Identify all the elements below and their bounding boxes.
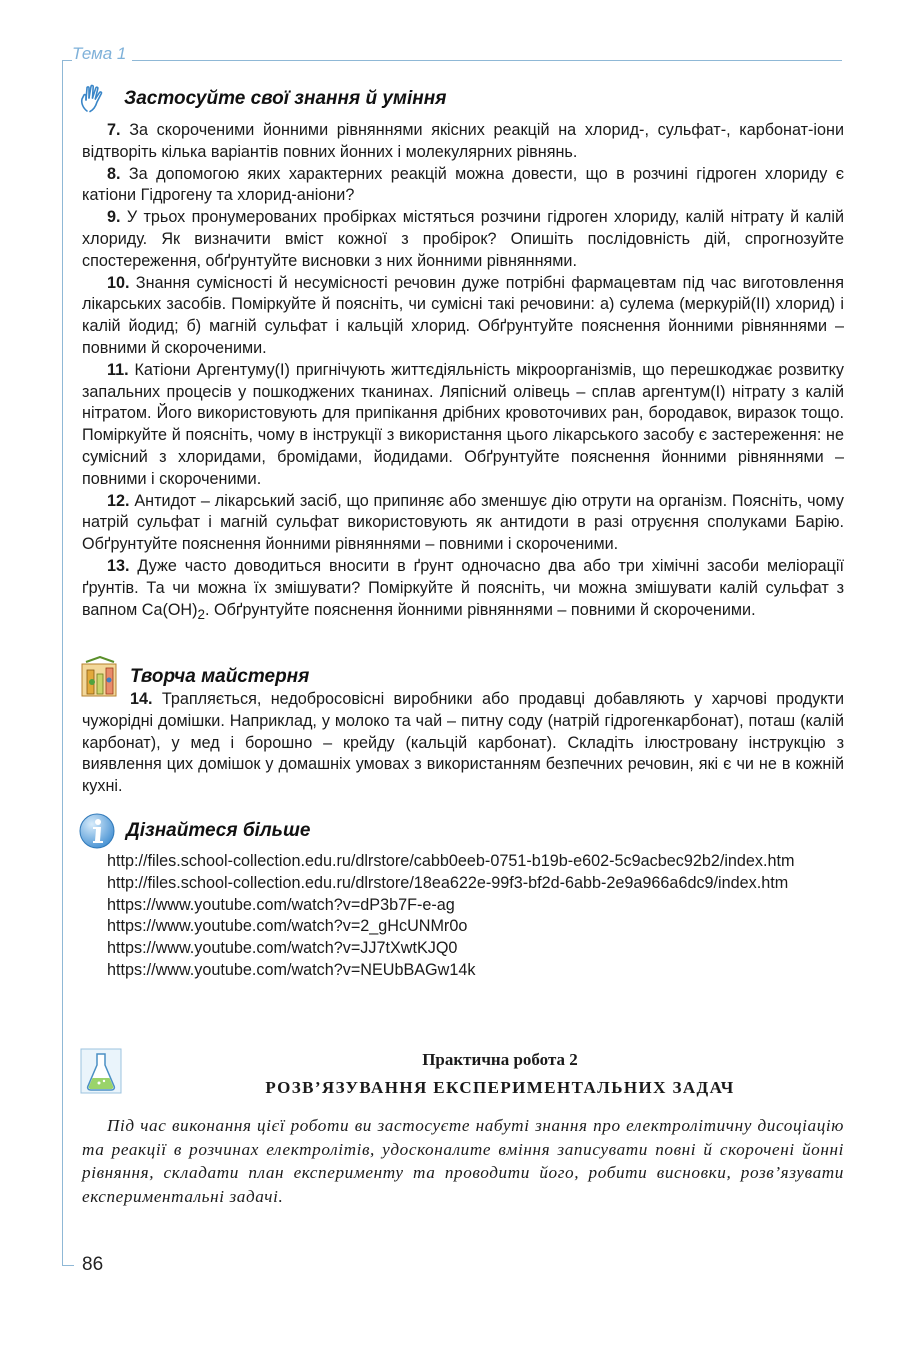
practical-intro-text: Під час виконання цієї роботи ви застосуєте набуті знання про електролітичну дисоціацію та реакції в розчинах електролітів, удосконалите вміння записувати повні й скорочені йонні рівняння, складати план експерименту та проводити його, робити висновки, розв’язувати експериментальні задачі.	[82, 1116, 844, 1206]
link-item[interactable]: https://www.youtube.com/watch?v=2_gHcUNMr0o	[107, 917, 468, 936]
link-item[interactable]: https://www.youtube.com/watch?v=JJ7tXwtKJQ0	[107, 939, 458, 958]
practical-work-title: РОЗВ’ЯЗУВАННЯ ЕКСПЕРИМЕНТАЛЬНИХ ЗАДАЧ	[265, 1078, 735, 1097]
margin-rule	[62, 60, 63, 1265]
creative-section-title: Творча майстерня	[130, 666, 310, 687]
apply-section-header	[78, 84, 446, 114]
task-12: 12. Антидот – лікарський засіб, що припиняє або зменшує дію отрути на організм. Поясніть, чому натрій сульфат і магній сульфат використовують як антидоти в разі отруєння сполуками Барію. Обґрунтуйте пояснення йонними рівняннями – повними і скороченими.	[82, 491, 844, 554]
creative-task	[82, 689, 844, 798]
links-list	[82, 851, 844, 982]
task-9: 9. У трьох пронумерованих пробірках містяться розчини гідроген хлориду, калій нітрату й калій хлориду. Як визначити вміст кожної з пробірок? Опишіть послідовність дій, спрогнозуйте спостереження, обґрунтуйте висновки з них йонними рівняннями.	[82, 208, 844, 270]
info-icon	[78, 812, 116, 850]
task-7: 7. За скороченими йонними рівняннями якісних реакцій на хлорид-, сульфат-, карбонат-іони відтворіть кілька варіантів повних йонних і молекулярних рівнянь.	[82, 121, 844, 161]
task-13: 13. Дуже часто доводиться вносити в ґрунт одночасно два або три хімічні засоби меліорації ґрунтів. Та чи можна їх змішувати? Поміркуйте й поясніть, чи можна змішувати калій сульфат з вапном $Ca(OH)_2$. Обґрунтуйте пояснення йонними рівняннями – повними й скороченими.	[82, 556, 844, 622]
bottom-rule	[62, 1265, 74, 1266]
learn-more-header	[78, 812, 310, 850]
apply-section-title: Застосуйте свої знання й уміння	[124, 88, 447, 109]
link-item[interactable]: http://files.school-collection.edu.ru/dlrstore/18ea622e-99f3-bf2d-6abb-2e9a966a6dc9/index.htm	[107, 873, 789, 892]
task-10: 10. Знання сумісності й несумісності речовин дуже потрібні фармацевтам під час виготовлення лікарських засобів. Поміркуйте й поясніть, чи сумісні такі речовини: а) сулема (меркурій(ІІ) хлорид) і калій йодид; б) магній сульфат і кальцій хлорид. Обґрунтуйте пояснення йонними рівняннями – повними й скороченими.	[82, 273, 844, 357]
top-rule	[62, 60, 842, 61]
practical-intro	[82, 1114, 844, 1208]
page-number: 86	[82, 1254, 104, 1275]
task-14: 14. Трапляється, недобросовісні виробники або продавці добавляють у харчові продукти чужорідні домішки. Наприклад, у молоко та чай – питну соду (натрій гідрогенкарбонат), поташ (калій карбонат), у мед і борошно – крейду (кальцій карбонат). Складіть ілюстровану інструкцію з виявлення цих домішок у домашніх умовах з використанням безпечних речовин, які є чи не в кожній кухні.	[82, 690, 844, 796]
practical-work-label: Практична робота 2	[422, 1050, 578, 1069]
link-item[interactable]: https://www.youtube.com/watch?v=dP3b7F-e-ag	[107, 895, 455, 914]
topic-label: Тема 1	[72, 44, 132, 64]
flask-icon	[80, 1048, 122, 1094]
task-11: 11. Катіони Аргентуму(І) пригнічують життєдіяльність мікроорганізмів, що перешкоджає розвитку запальних процесів у пошкоджених тканинах. Ляпісний олівець – сплав аргентум(І) нітрату з калій нітратом. Його використовують для припікання дрібних кровоточивих ран, бородавок, виразок тощо. Поміркуйте й поясніть, чому в інструкції з використання цього лікарського засобу є застереження: не сумісний з хлоридами, бромідами, йодидами. Обґрунтуйте пояснення йонними рівняннями – повними і скороченими.	[82, 360, 844, 488]
hand-icon	[78, 84, 110, 114]
task-8: 8. За допомогою яких характерних реакцій можна довести, що в розчині гідроген хлориду є катіони Гідрогену та хлорид-аніони?	[82, 164, 844, 205]
apply-tasks	[82, 120, 844, 626]
link-item[interactable]: https://www.youtube.com/watch?v=NEUbBAGw14k	[107, 960, 476, 979]
learn-more-title: Дізнайтеся більше	[126, 820, 311, 841]
link-item[interactable]: http://files.school-collection.edu.ru/dlrstore/cabb0eeb-0751-b19b-e602-5c9acbec92b2/index.htm	[107, 852, 795, 870]
